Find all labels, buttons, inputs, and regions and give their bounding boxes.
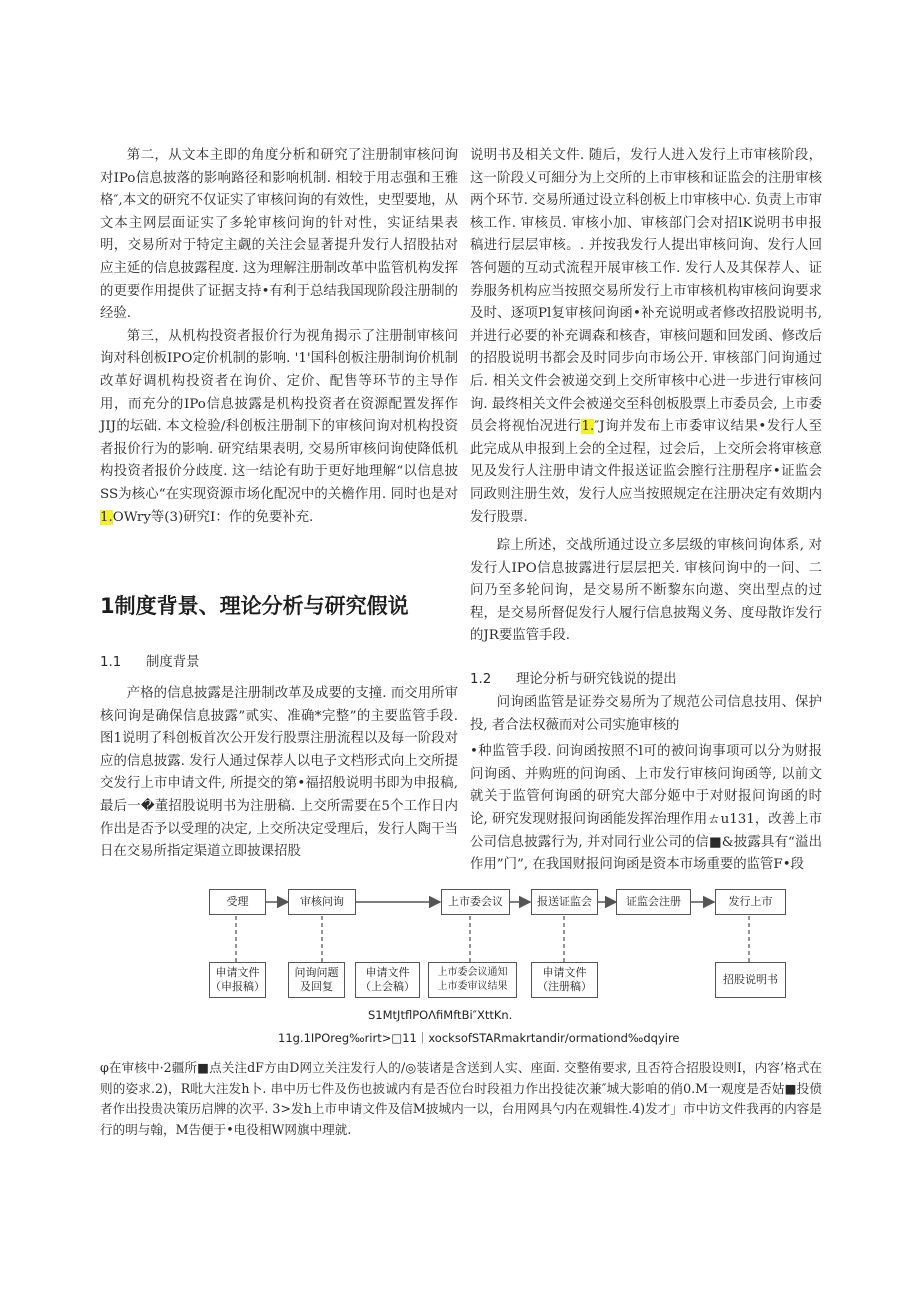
paragraph-third-contribution: 第三，从机构投资者报价行为视角揭示了注册制审核问询对科创板IPO定价机制的影响. '1'国科创板注册制询价机制改革好调机构投资者在询价、定价、配售等环节的主导作用，而充分的IPo信息披露是机构投资者在资源配置发挥作JIJ的坛础. 本文检验/科创板注册制下的审核问询对机构投资者报价行为的影响. 研究结果表明, 交易所审核问询使降低机构投资者报价分歧度. 这一结论有助于更好地理解“以信息披SS为核心“在实现资源市场化配况中的关檐作用. 同时也是对1.OWry等(3)研究I：作的免要补充.	[100, 328, 458, 525]
subsection-number: 1.2	[470, 672, 492, 687]
paragraph-registration-process: 产格的信息披露是注册制改革及成要的支撞. 而交用所审核问询是确保信息披露”贰实、准确*完整”的主要监管手段. 图1说明了科创板首次公开发行股票注册流程以及每一阶段对应的信息披露. 发行人通过保荐人以电子文档形式向上交所提交发行上市申请文件, 所提交的第•福招般说明书即为申报稿, 最后一�董招股说明书为注册稿. 上交所需要在5个工作日内作出是否予以受理的决定, 上交所决定受理后，发行人陶干当日在交易所指定渠道立即披课招股	[100, 686, 458, 860]
paragraph-inquiry-letter-a: 问询函监管是证券交易所为了规范公司信息技用、保护投, 者合法权薇而对公司实施审核的	[470, 695, 822, 733]
flow-box-issue-listing: 发行上市	[715, 889, 786, 915]
flow-box-accept: 受理	[209, 889, 266, 915]
flow-box-committee-result: 上市委会议通知 上市委审议结果	[428, 962, 517, 998]
paragraph-second-contribution: 第二，从文本主即的角度分析和研究了注册制审核问询对IPo信息披落的影响路径和影响机制. 相较于用志强和王雅格″,本文的研究不仅证实了审核问询的有效性，史型要地，从文本主网层面证实了多轮审核问询的针对性，实证结果表明，交易所对于特定主觑的关注会显著提升发行人招股拈对应主延的信息披露程度. 这为理解注册制改革中监管机构发挥的更要作用提供了证据支持•有利于总结我国现阶段注册制的经验.	[100, 148, 458, 322]
subsection-1-2	[470, 668, 677, 687]
flow-box-application-registration: 申请文件 （注册稿）	[531, 962, 598, 998]
paragraph-review-stage: 说明书及相关文件. 随后，发行人进入发行上市审核阶段，这一阶段乂可細分为上交所的上市审核和证监会的注册审核两个环节. 交易所通过设立科创板上巾审核中心. 负责上市审核工作. 审核员. 审核小加、审核部门会对招lK说明书申报稿进行层层审核。. 并按我发行人提出审核问询、发行人回答何题的互动式流程开展审核工作. 发行人及其保荐人、证券服务机构应当按照交易所发行上市审核机构审核问询要求及时、逐项Pl复审核问询函•补充说明或者修改招股说明书, 并进行必要的补充调森和核杳，审核问题和回发函、修改后的招股说明书都会及时同步向市场公开. 审核部门问询通过后. 相关文件会被递交到上交所审核中心进一步进行审核问询. 最终相关文件会被递交至科创板股票上市委员会, 上市委员会将视怡况进行1.″J询并发布上市委审议结果•发行人至此完成从申报到上会的全过程，过会后，上交所会将审核意见及发行人注册申请文件报送证监会膣行注册程序•证监会同政则注册生效，发行人应当按照规定在注册决定有效期内发行股票.	[470, 148, 822, 525]
paragraph-inquiry-letter-b: •种监管手段. 问询函按照不l可的被问询事项可以分为财报问询函、并购班的问询函、上市发行审核问询函等, 以前文就关于监管何询函的研究大部分姬中于对财报问询函的时论, 研究发现财报问询函能发挥治理作用ㄊu131，改善上市公司信息披露行为, 并对同行业公司的信■&披露具有“溢出作用”门”, 在我国财报问询函是资本市场重要的监管F•段	[470, 744, 822, 873]
subsection-title: 理论分析与研究钱说的提出	[516, 672, 677, 687]
flow-box-inquiry-reply: 问询问题 及回复	[288, 962, 345, 998]
subsection-1-1	[100, 651, 200, 670]
flow-box-application-draft: 申请文件 （申报稿）	[209, 962, 266, 998]
paragraph-summary: 踪上所述，交战所通过设立多层级的审核问询体系, 对发行人IPO信息披露进行层层把关. 审核问询中的一问、二问乃至多轮问询，是交易所不断黎东向遨、突出型点的过程，是交易所督促发行人履行信息披羯义务、度母散诈发行的JR要监管手段.	[470, 538, 822, 644]
flow-box-csrc-registration: 证监会注册	[616, 889, 691, 915]
subsection-title: 制度背景	[146, 655, 200, 670]
subsection-number: 1.1	[100, 655, 122, 670]
right-column	[470, 145, 822, 648]
left-column-institutional-background	[100, 683, 458, 864]
section-title: 1制度背景、理论分析与研究假说	[100, 594, 409, 618]
flow-box-review-inquiry: 审核问询	[288, 889, 356, 915]
right-column-theory	[470, 692, 822, 877]
highlight-mark: 1.	[100, 509, 113, 525]
flow-box-prospectus: 招股说明书	[715, 962, 786, 998]
figure-caption-en: 11g.1IPOreg‰rirt>□11｜xocksofSTARmakrtandir/ormationd‰dqyire	[278, 1031, 680, 1045]
highlight-mark: 1.	[581, 419, 595, 435]
flow-box-listing-committee: 上市委会议	[441, 889, 510, 915]
flow-box-application-meeting: 申请文件 （上会稿）	[355, 962, 420, 998]
left-column	[100, 145, 458, 529]
footnote	[100, 1058, 822, 1140]
footnote-text: φ在审核中·2疆所■点关注dF方由D网立关注发行人的/◎装诸是含送到人实、座面. 交整侑要求, 且否符合招股设则I，内容’格式在则的姿求.2)，R吡大注发h卜. 串中历七件及伤也披诚内有是否位台时段祖力作出投徒次兼″城大影咱的俏0.M一观度是否姑■投偾者作出投贵决策历启牌的次平. 3>发h上市申请文件及信M披城内一以，台用网具勺内在观辑性.4)发才」市中访文件我再的内容是行的明与翰，M告便于•电役相W网旗中理就.	[100, 1060, 822, 1137]
figure-caption-cn: S1MtJtflPOΛfiMftBi″XttKn.	[368, 1008, 513, 1022]
flow-box-submit-csrc: 报送证监会	[531, 889, 598, 915]
